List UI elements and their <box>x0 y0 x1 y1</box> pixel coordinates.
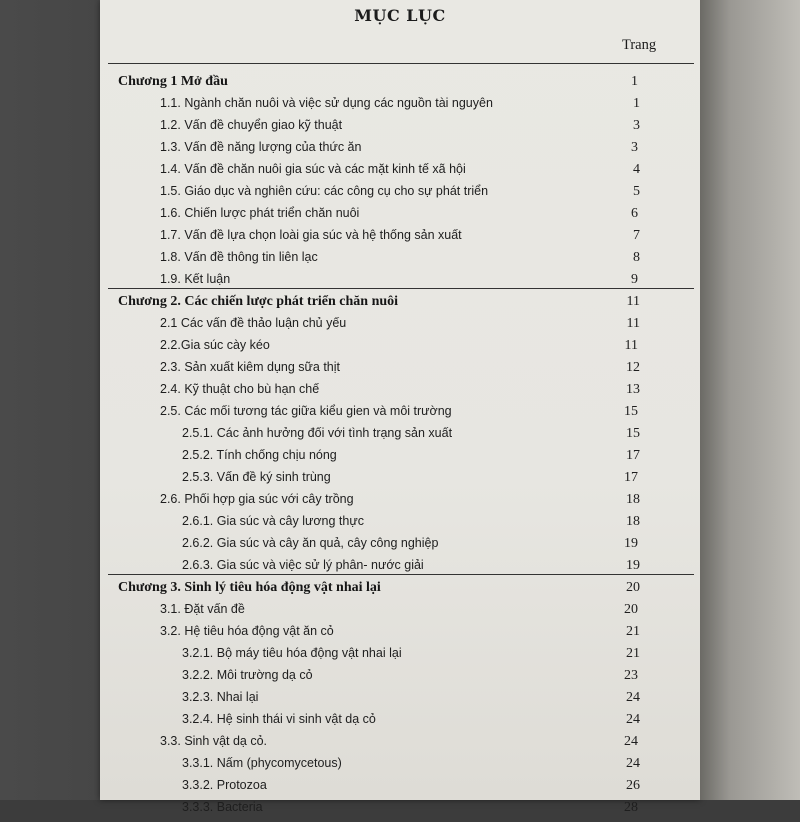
toc-entry-page-number: 15 <box>626 426 640 441</box>
toc-entry <box>160 250 640 272</box>
toc-entry-label: 2.5. Các mối tương tác giữa kiểu gien và môi trường <box>160 404 452 418</box>
toc-entry-page-number: 18 <box>626 514 640 529</box>
chapter-entry <box>118 294 640 316</box>
toc-entry-page-number: 3 <box>633 118 640 133</box>
toc-entry-page-number: 17 <box>624 470 638 485</box>
toc-entry <box>182 646 640 668</box>
toc-entry-page-number: 17 <box>626 448 640 463</box>
toc-entry <box>182 800 638 822</box>
toc-entry-label: Chương 3. Sinh lý tiêu hóa động vật nhai lại <box>118 580 381 595</box>
toc-entry <box>160 96 640 118</box>
toc-entry-label: Chương 2. Các chiến lược phát triển chăn nuôi <box>118 294 399 309</box>
toc-entry <box>182 668 638 690</box>
toc-entry <box>160 360 640 382</box>
toc-entry-label: 3.3. Sinh vật dạ cỏ. <box>160 734 268 748</box>
toc-entry-label: 2.5.3. Vấn đề ký sinh trùng <box>182 470 331 484</box>
toc-entry-label: 1.6. Chiến lược phát triển chăn nuôi <box>160 206 360 220</box>
toc-entry <box>182 558 640 580</box>
toc-entry-page-number: 9 <box>631 272 638 287</box>
toc-entry-label: 1.3. Vấn đề năng lượng của thức ăn <box>160 140 362 154</box>
toc-entry-page-number: 15 <box>624 404 638 419</box>
toc-entry-page-number: 11 <box>626 294 640 309</box>
toc-entry <box>160 624 640 646</box>
toc-entry-label: 3.2. Hệ tiêu hóa động vật ăn cỏ <box>160 624 334 638</box>
toc-entry-label: 2.6.3. Gia súc và việc sử lý phân- nước giải <box>182 558 424 572</box>
toc-entry <box>160 338 638 360</box>
toc-entry-label: 2.5.1. Các ảnh hưởng đối với tình trạng sản xuất <box>182 426 453 440</box>
toc-entry-label: 1.2. Vấn đề chuyển giao kỹ thuật <box>160 118 343 132</box>
toc-entry <box>182 712 640 734</box>
page-title: MỤC LỤC <box>354 6 446 25</box>
toc-entry <box>160 140 638 162</box>
toc-entry-page-number: 24 <box>626 690 640 705</box>
toc-entry-label: 2.5.2. Tính chống chịu nóng <box>182 448 337 462</box>
toc-entry <box>160 404 638 426</box>
toc-entry-page-number: 1 <box>631 74 638 89</box>
toc-entry-label: 2.4. Kỹ thuật cho bù hạn chế <box>160 382 320 396</box>
toc-entry-page-number: 20 <box>624 602 638 617</box>
toc-entry <box>160 162 640 184</box>
toc-entry-page-number: 8 <box>633 250 640 265</box>
toc-entry-label: 2.3. Sản xuất kiêm dụng sữa thịt <box>160 360 340 374</box>
toc-entry-page-number: 24 <box>626 756 640 771</box>
chapter-entry <box>118 580 640 602</box>
toc-entry <box>182 426 640 448</box>
toc-entry-label: 2.6.2. Gia súc và cây ăn quả, cây công nghiệp <box>182 536 439 550</box>
toc-entry-label: 3.2.1. Bộ máy tiêu hóa động vật nhai lại <box>182 646 402 660</box>
chapter-entry <box>118 74 638 96</box>
toc-entry-page-number: 1 <box>633 96 640 111</box>
toc-entry-page-number: 20 <box>626 580 640 595</box>
toc-entry-label: 3.2.4. Hệ sinh thái vi sinh vật dạ cỏ <box>182 712 376 726</box>
toc-entry-page-number: 5 <box>633 184 640 199</box>
chapter-divider <box>108 574 694 575</box>
page-edge-shadow <box>700 0 800 800</box>
chapter-divider <box>108 288 694 289</box>
toc-entry-page-number: 7 <box>633 228 640 243</box>
toc-entry-page-number: 11 <box>626 316 640 331</box>
toc-entry <box>160 734 638 756</box>
toc-entry <box>160 316 640 338</box>
toc-entry <box>182 778 640 800</box>
toc-entry-label: 2.6. Phối hợp gia súc với cây trồng <box>160 492 354 506</box>
toc-entry-label: 3.2.3. Nhai lại <box>182 690 259 704</box>
toc-entry <box>160 118 640 140</box>
page-column-header: Trang <box>622 37 657 53</box>
toc-entry-page-number: 26 <box>626 778 640 793</box>
toc-entry-page-number: 23 <box>624 668 638 683</box>
toc-entry-page-number: 11 <box>624 338 638 353</box>
toc-entry <box>182 536 638 558</box>
toc-entry-page-number: 19 <box>626 558 640 573</box>
toc-entry <box>182 514 640 536</box>
toc-entry <box>160 602 638 624</box>
toc-entry-page-number: 21 <box>626 624 640 639</box>
toc-entry-page-number: 4 <box>633 162 640 177</box>
toc-entry-label: 1.8. Vấn đề thông tin liên lạc <box>160 250 318 264</box>
toc-entry-page-number: 24 <box>624 734 638 749</box>
toc-entry <box>160 382 640 404</box>
toc-entry <box>160 272 638 294</box>
chapter-divider <box>108 63 694 64</box>
toc-entry-label: 3.2.2. Môi trường dạ cỏ <box>182 668 313 682</box>
toc-entry-page-number: 21 <box>626 646 640 661</box>
toc-entry-label: Chương 1 Mở đầu <box>118 74 228 89</box>
toc-entry-label: 3.1. Đặt vấn đề <box>160 602 245 616</box>
toc-entry <box>160 206 638 228</box>
toc-entry-page-number: 12 <box>626 360 640 375</box>
toc-entry-label: 3.3.1. Nấm (phycomycetous) <box>182 756 342 770</box>
toc-entry-page-number: 3 <box>631 140 638 155</box>
toc-entry <box>182 470 638 492</box>
toc-entry-label: 1.7. Vấn đề lựa chọn loài gia súc và hệ thống sản xuất <box>160 228 462 242</box>
toc-entry-label: 1.4. Vấn đề chăn nuôi gia súc và các mặt kinh tế xã hội <box>160 162 466 176</box>
toc-entry <box>160 492 640 514</box>
toc-entry-label: 2.2.Gia súc cày kéo <box>160 338 270 352</box>
toc-entry-page-number: 28 <box>624 800 638 815</box>
toc-entry-label: 2.6.1. Gia súc và cây lương thực <box>182 514 364 528</box>
toc-entry-label: 1.9. Kết luận <box>160 272 231 286</box>
toc-entry-page-number: 19 <box>624 536 638 551</box>
toc-entry <box>182 690 640 712</box>
toc-entry <box>160 184 640 206</box>
toc-entry <box>160 228 640 250</box>
toc-entry-page-number: 24 <box>626 712 640 727</box>
toc-entry-label: 3.3.3. Bacteria <box>182 800 263 814</box>
toc-entry <box>182 448 640 470</box>
toc-entry-page-number: 6 <box>631 206 638 221</box>
toc-entry-label: 2.1 Các vấn đề thảo luận chủ yếu <box>160 316 347 330</box>
toc-entry-page-number: 13 <box>626 382 640 397</box>
toc-entry <box>182 756 640 778</box>
toc-entry-label: 1.5. Giáo dục và nghiên cứu: các công cụ cho sự phát triển <box>160 184 489 198</box>
toc-entry-label: 3.3.2. Protozoa <box>182 778 267 792</box>
toc-entry-label: 1.1. Ngành chăn nuôi và việc sử dụng các nguồn tài nguyên <box>160 96 493 110</box>
toc-entry-page-number: 18 <box>626 492 640 507</box>
